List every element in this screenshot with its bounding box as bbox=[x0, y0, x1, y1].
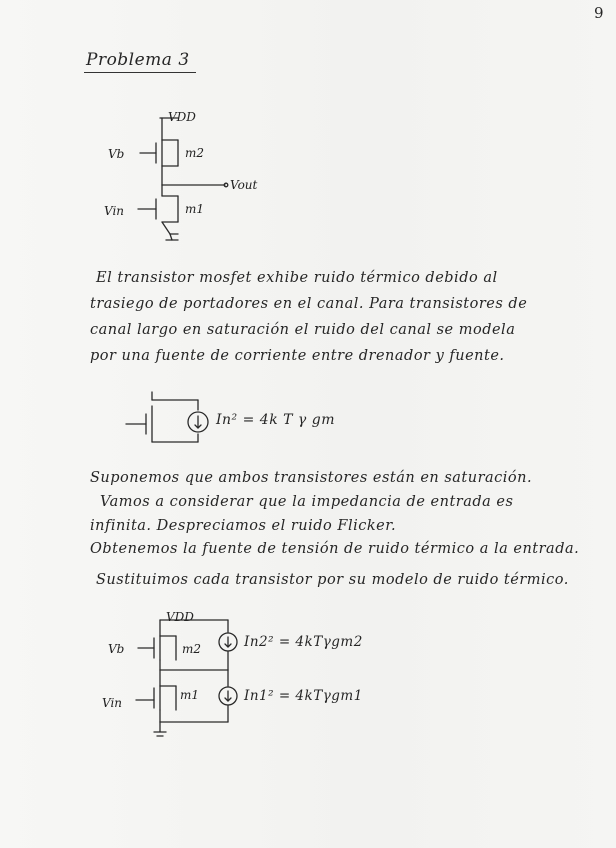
c2-vdd-label: VDD bbox=[166, 610, 194, 624]
noise-source-m2-formula: In2² = 4kTγgm2 bbox=[244, 634, 363, 650]
c1-vout-label: Vout bbox=[230, 178, 258, 192]
para2-line-1: Suponemos que ambos transistores están en saturación. bbox=[90, 470, 533, 486]
noise-source-m1-formula: In1² = 4kTγgm1 bbox=[244, 688, 363, 704]
c1-m2-label: m2 bbox=[185, 146, 205, 160]
para1-line-3: canal largo en saturación el ruido del canal se modela bbox=[90, 322, 516, 338]
c2-vin-label: Vin bbox=[102, 696, 123, 710]
para1-line-2: trasiego de portadores en el canal. Para transistores de bbox=[90, 296, 528, 312]
para3-line-1: Sustituimos cada transistor por su modelo de ruido térmico. bbox=[96, 572, 569, 588]
c1-vin-label: Vin bbox=[104, 204, 125, 218]
c2-m1-label: m1 bbox=[180, 688, 200, 702]
c1-m1-label: m1 bbox=[185, 202, 205, 216]
para2-line-4: Obtenemos la fuente de tensión de ruido térmico a la entrada. bbox=[90, 541, 580, 557]
page-title: Problema 3 bbox=[86, 50, 190, 70]
para2-line-2: Vamos a considerar que la impedancia de entrada es bbox=[100, 494, 514, 510]
noise-model-formula: In² = 4k T γ gm bbox=[216, 412, 335, 428]
c2-m2-label: m2 bbox=[182, 642, 202, 656]
c1-vb-label: Vb bbox=[108, 147, 125, 161]
c2-vb-label: Vb bbox=[108, 642, 125, 656]
page-number: 9 bbox=[593, 4, 604, 22]
para2-line-3: infinita. Despreciamos el ruido Flicker. bbox=[90, 518, 397, 534]
para1-line-4: por una fuente de corriente entre drenador y fuente. bbox=[90, 348, 505, 364]
c1-vdd-label: VDD bbox=[168, 110, 196, 124]
para1-line-1: El transistor mosfet exhibe ruido térmico debido al bbox=[96, 270, 498, 286]
